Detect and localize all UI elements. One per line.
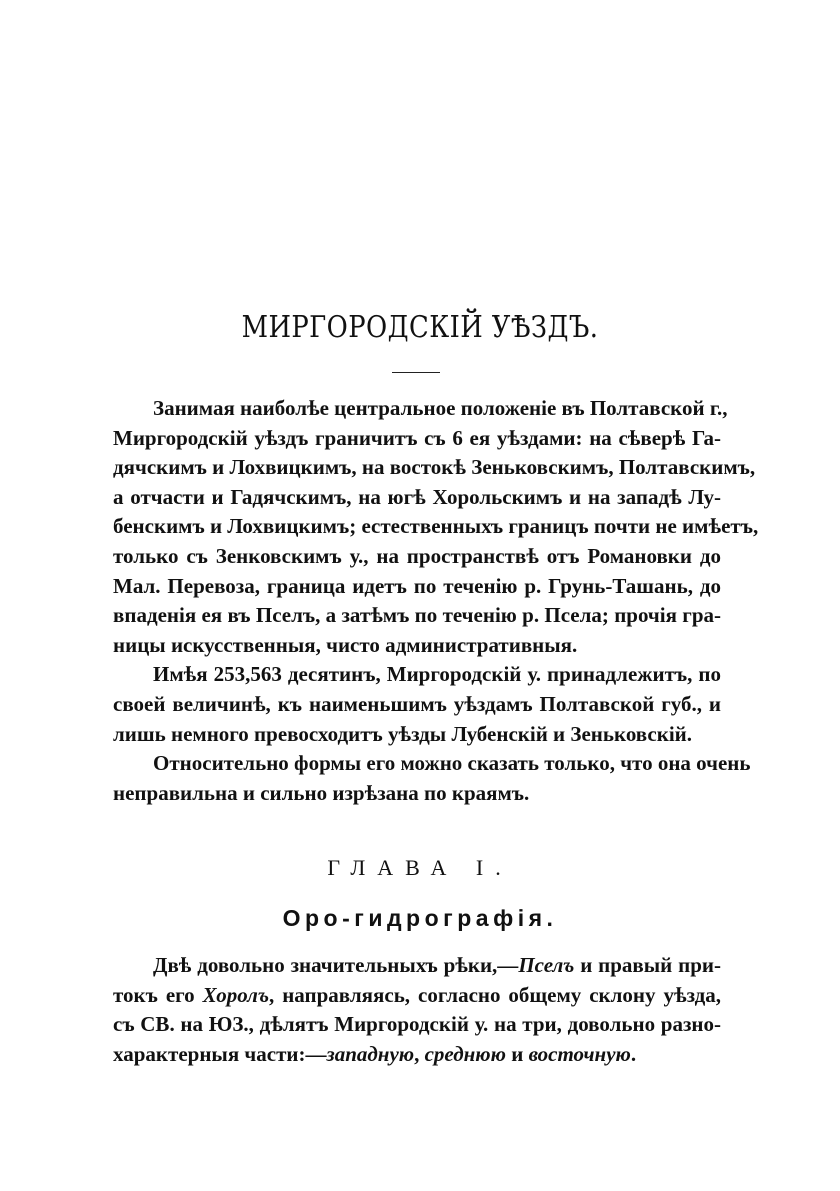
text-line bbox=[113, 1040, 721, 1070]
text-line: ницы искусственныя, чисто административныя. bbox=[113, 632, 578, 657]
text-run: Двѣ довольно значительныхъ рѣки,— bbox=[153, 953, 519, 977]
text-line: съ СВ. на ЮЗ., дѣлятъ Миргородскій у. на три, довольно разно- bbox=[113, 1012, 721, 1037]
text-run: токъ его bbox=[113, 982, 203, 1007]
text-line: неправильна и сильно изрѣзана по краямъ. bbox=[113, 780, 530, 805]
text-line: своей величинѣ, къ наименьшимъ уѣздамъ Полтавской губ., и bbox=[113, 691, 721, 716]
river-name-psel: Пселъ bbox=[518, 953, 575, 977]
text-run: и правый при- bbox=[574, 953, 722, 977]
paragraph-3 bbox=[113, 749, 751, 808]
paragraph-2 bbox=[113, 660, 721, 749]
section-title: Оро-гидрографія. bbox=[282, 905, 558, 931]
text-run: . bbox=[630, 1041, 637, 1066]
page-title: МИРГОРОДСКІЙ УѢЗДЪ. bbox=[241, 310, 599, 345]
paragraph-1 bbox=[113, 394, 759, 660]
text-line: Имѣя 253,563 десятинъ, Миргородскій у. принадлежитъ, по bbox=[153, 662, 721, 687]
text-line: лишь немного превосходитъ уѣзды Лубенскій и Зеньковскій. bbox=[113, 721, 693, 746]
text-line: впаденія ея въ Пселъ, а затѣмъ по теченію р. Псела; прочія гра- bbox=[113, 603, 721, 628]
chapter-heading: ГЛАВА I. bbox=[327, 855, 513, 880]
text-run: характерныя части:— bbox=[113, 1041, 327, 1066]
intro-text bbox=[113, 394, 759, 808]
text-line bbox=[113, 951, 721, 981]
text-line: Мал. Перевоза, граница идетъ по теченію р. Грунь-Ташань, до bbox=[113, 573, 721, 598]
river-name-khorol: Хоролъ bbox=[202, 982, 270, 1007]
text-line bbox=[113, 981, 721, 1011]
part-western: западную bbox=[326, 1041, 415, 1066]
text-line: Миргородскій уѣздъ граничитъ съ 6 ея уѣздами: на сѣверѣ Га- bbox=[113, 425, 721, 450]
text-run: , bbox=[414, 1041, 425, 1066]
part-middle: среднюю bbox=[424, 1041, 506, 1066]
part-eastern: восточную bbox=[528, 1041, 631, 1066]
text-line: Относительно формы его можно сказать только, что она очень bbox=[153, 751, 751, 776]
text-run: и bbox=[505, 1041, 529, 1066]
oro-hydrography-text bbox=[113, 951, 721, 1069]
title-divider bbox=[392, 372, 440, 373]
text-line: а отчасти и Гадячскимъ, на югѣ Хорольскимъ и на западѣ Лу- bbox=[113, 484, 721, 509]
text-run: , направляясь, согласно общему склону уѣзда, bbox=[269, 982, 722, 1007]
text-line: бенскимъ и Лохвицкимъ; естественныхъ границъ почти не имѣетъ, bbox=[113, 514, 759, 539]
text-line: дячскимъ и Лохвицкимъ, на востокѣ Зеньковскимъ, Полтавскимъ, bbox=[113, 455, 756, 480]
text-line: Занимая наиболѣе центральное положеніе въ Полтавской г., bbox=[153, 396, 728, 420]
text-line: только съ Зенковскимъ у., на пространствѣ отъ Романовки до bbox=[113, 543, 721, 568]
